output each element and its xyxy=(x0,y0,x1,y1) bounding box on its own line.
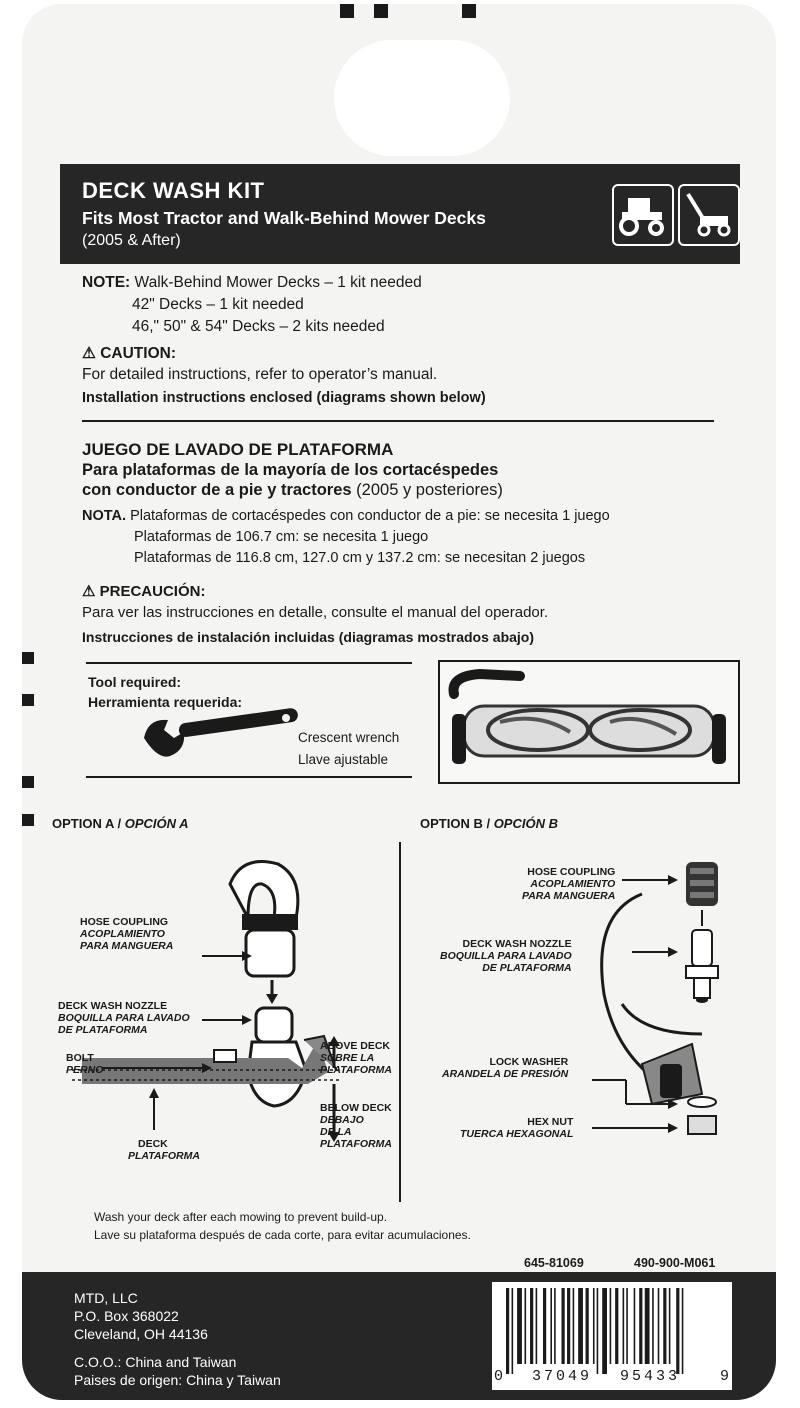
install-text: Installation instructions enclosed (diagrams shown below) xyxy=(82,390,486,406)
b-nut-en: HEX NUT xyxy=(527,1116,574,1128)
barcode-bar xyxy=(567,1288,570,1364)
barcode-check: 9 xyxy=(720,1368,730,1385)
a-above-es: SOBRE LA xyxy=(320,1052,375,1064)
barcode-left: 37049 xyxy=(532,1368,593,1385)
nota-block xyxy=(82,508,610,524)
tool-top-rule xyxy=(86,662,412,664)
barcode-bar xyxy=(536,1288,538,1364)
a-hose-coupling-es: PARA MANGUERA xyxy=(80,940,174,952)
option-b-title xyxy=(420,816,558,831)
warning-icon: ⚠ xyxy=(82,345,96,362)
company-name: MTD, LLC xyxy=(74,1290,138,1306)
options-divider xyxy=(399,842,401,1202)
spanish-subtitle: Para plataformas de la mayoría de los cortacéspedes xyxy=(82,461,499,479)
a-hose-coupling-en: HOSE COUPLING xyxy=(80,916,169,928)
barcode-bar xyxy=(676,1288,679,1374)
nota-label: NOTA. xyxy=(82,508,127,524)
barcode-bar xyxy=(610,1288,612,1364)
card-slot xyxy=(374,4,388,18)
nota-line: Plataformas de 116.8 cm, 127.0 cm y 137.2 cm: se necesitan 2 juegos xyxy=(134,550,586,566)
note-line: 46," 50" & 54" Decks – 2 kits needed xyxy=(132,318,385,335)
divider xyxy=(82,420,714,422)
wrench-icon xyxy=(134,708,304,768)
barcode-bar xyxy=(517,1288,522,1364)
a-above-deck-label xyxy=(320,1040,392,1076)
barcode-bar xyxy=(597,1288,599,1374)
city: Cleveland, OH 44136 xyxy=(74,1326,208,1342)
a-hose-coupling-label xyxy=(80,916,173,952)
note-block xyxy=(82,274,422,292)
a-bolt-en: BOLT xyxy=(66,1052,94,1064)
a-deck-label xyxy=(128,1138,200,1162)
note-label: NOTE: xyxy=(82,274,131,291)
barcode-bar xyxy=(562,1288,565,1364)
b-nozzle-label xyxy=(440,938,572,974)
barcode-right: 95433 xyxy=(620,1368,681,1385)
barcode xyxy=(492,1282,732,1390)
barcode-bar xyxy=(663,1288,666,1364)
note-line: 42" Decks – 1 kit needed xyxy=(132,296,304,313)
barcode-bar xyxy=(573,1288,575,1364)
wash-tip-en: Wash your deck after each mowing to prevent build-up. xyxy=(94,1210,388,1224)
card-slot xyxy=(340,4,354,18)
package-card xyxy=(22,4,776,1400)
a-hose-coupling-es: ACOPLAMIENTO xyxy=(80,928,165,940)
spanish-subtitle-2: con conductor de a pie y tractores xyxy=(82,481,352,499)
po-box: P.O. Box 368022 xyxy=(74,1308,179,1324)
card-notch xyxy=(22,776,34,788)
product-subtitle: Fits Most Tractor and Walk-Behind Mower Decks xyxy=(82,208,486,228)
a-above-en: ABOVE DECK xyxy=(320,1040,391,1052)
barcode-bar xyxy=(593,1288,595,1364)
warning-icon: ⚠ xyxy=(82,583,96,600)
card-notch xyxy=(22,814,34,826)
barcode-bar xyxy=(578,1288,583,1364)
barcode-bar xyxy=(623,1288,625,1364)
barcode-bar xyxy=(530,1288,533,1364)
precaucion-text: Para ver las instrucciones en detalle, consulte el manual del operador. xyxy=(82,604,549,621)
spanish-install-text: Instrucciones de instalación incluidas (diagramas mostrados abajo) xyxy=(82,629,535,645)
option-a-title-en: OPTION A / xyxy=(52,816,122,831)
caution-text: For detailed instructions, refer to operator’s manual. xyxy=(82,366,438,383)
card-notch xyxy=(22,652,34,664)
note-line: Walk-Behind Mower Decks – 1 kit needed xyxy=(134,274,422,291)
barcode-bar xyxy=(634,1288,636,1364)
walk-behind-mower-icon xyxy=(678,184,740,246)
b-nut-es: TUERCA HEXAGONAL xyxy=(460,1128,574,1140)
tool-name-es: Llave ajustable xyxy=(298,752,389,767)
option-b-title-en: OPTION B / xyxy=(420,816,491,831)
wash-tip-es: Lave su plataforma después de cada corte, para evitar acumulaciones. xyxy=(94,1228,471,1242)
barcode-bar xyxy=(682,1288,684,1374)
tool-bottom-rule xyxy=(86,776,412,778)
a-above-es: PLATAFORMA xyxy=(320,1064,392,1076)
barcode-lead: 0 xyxy=(494,1368,504,1385)
b-nozzle-es: BOQUILLA PARA LAVADO xyxy=(440,950,572,962)
option-a-title xyxy=(52,816,189,831)
coo-es: Paises de origen: China y Taiwan xyxy=(74,1372,281,1388)
b-washer-en: LOCK WASHER xyxy=(489,1056,569,1068)
b-hose-coupling-es: ACOPLAMIENTO xyxy=(530,878,616,890)
b-nozzle-es: DE PLATAFORMA xyxy=(482,962,572,974)
part-number: 645-81069 xyxy=(524,1256,584,1270)
b-hex-nut-label xyxy=(460,1116,573,1140)
tool-label-es: Herramienta requerida: xyxy=(88,694,243,710)
barcode-bar xyxy=(626,1288,628,1364)
barcode-bar xyxy=(586,1288,589,1364)
a-deck-es: PLATAFORMA xyxy=(128,1150,200,1162)
b-washer-es: ARANDELA DE PRESIÓN xyxy=(442,1068,569,1080)
a-bolt-es: PERNO xyxy=(66,1064,104,1076)
barcode-bar xyxy=(525,1288,527,1364)
b-lock-washer-label xyxy=(442,1056,568,1080)
a-deck-en: DECK xyxy=(138,1138,168,1150)
tool-name-en: Crescent wrench xyxy=(298,730,400,745)
option-b-title-es: OPCIÓN B xyxy=(493,816,558,831)
barcode-bar xyxy=(639,1288,642,1364)
a-below-es: DE LA xyxy=(320,1126,352,1138)
barcode-bar xyxy=(506,1288,509,1374)
barcode-bar xyxy=(652,1288,654,1364)
precaucion-label: PRECAUCIÓN: xyxy=(99,583,206,600)
caution-label: CAUTION: xyxy=(100,345,176,362)
a-below-deck-label xyxy=(320,1102,392,1150)
a-nozzle-es: DE PLATAFORMA xyxy=(58,1024,148,1036)
tractor-icon xyxy=(612,184,674,246)
barcode-bar xyxy=(550,1288,552,1364)
a-nozzle-en: DECK WASH NOZZLE xyxy=(58,1000,168,1012)
a-below-en: BELOW DECK xyxy=(320,1102,392,1114)
product-title: DECK WASH KIT xyxy=(82,178,265,203)
nota-line: Plataformas de cortacéspedes con conductor de a pie: se necesita 1 juego xyxy=(130,508,610,524)
barcode-bar xyxy=(543,1288,546,1364)
barcode-bar xyxy=(602,1288,607,1374)
spanish-years: (2005 y posteriores) xyxy=(356,481,503,499)
deck-photo xyxy=(438,660,740,784)
card-slot xyxy=(462,4,476,18)
barcode-bar xyxy=(669,1288,671,1364)
hang-hole xyxy=(334,40,510,156)
card-notch xyxy=(22,694,34,706)
a-below-es: DEBAJO xyxy=(320,1114,364,1126)
barcode-bar xyxy=(615,1288,618,1364)
part-number: 490-900-M061 xyxy=(634,1256,716,1270)
barcode-bar xyxy=(554,1288,556,1364)
a-nozzle-label xyxy=(58,1000,190,1036)
tool-label-en: Tool required: xyxy=(88,674,182,690)
b-hose-coupling-en: HOSE COUPLING xyxy=(527,866,616,878)
spanish-title: JUEGO DE LAVADO DE PLATAFORMA xyxy=(82,440,394,459)
b-hose-coupling-label xyxy=(522,866,615,902)
a-nozzle-es: BOQUILLA PARA LAVADO xyxy=(58,1012,190,1024)
option-a-title-es: OPCIÓN A xyxy=(124,816,189,831)
spanish-subtitle-line xyxy=(82,481,503,500)
nota-line: Plataformas de 106.7 cm: se necesita 1 juego xyxy=(134,529,429,545)
b-nozzle-en: DECK WASH NOZZLE xyxy=(462,938,572,950)
barcode-bar xyxy=(658,1288,660,1364)
a-below-es: PLATAFORMA xyxy=(320,1138,392,1150)
footer xyxy=(22,1272,776,1400)
product-header xyxy=(60,164,740,264)
product-years: (2005 & After) xyxy=(82,232,181,249)
barcode-bar xyxy=(512,1288,514,1374)
b-hose-coupling-es: PARA MANGUERA xyxy=(522,890,616,902)
barcode-bar xyxy=(645,1288,650,1364)
a-bolt-label xyxy=(66,1052,103,1076)
barcode-bars xyxy=(492,1282,732,1390)
precaucion-heading xyxy=(82,582,205,600)
coo-en: C.O.O.: China and Taiwan xyxy=(74,1354,237,1370)
caution-heading xyxy=(82,344,176,363)
